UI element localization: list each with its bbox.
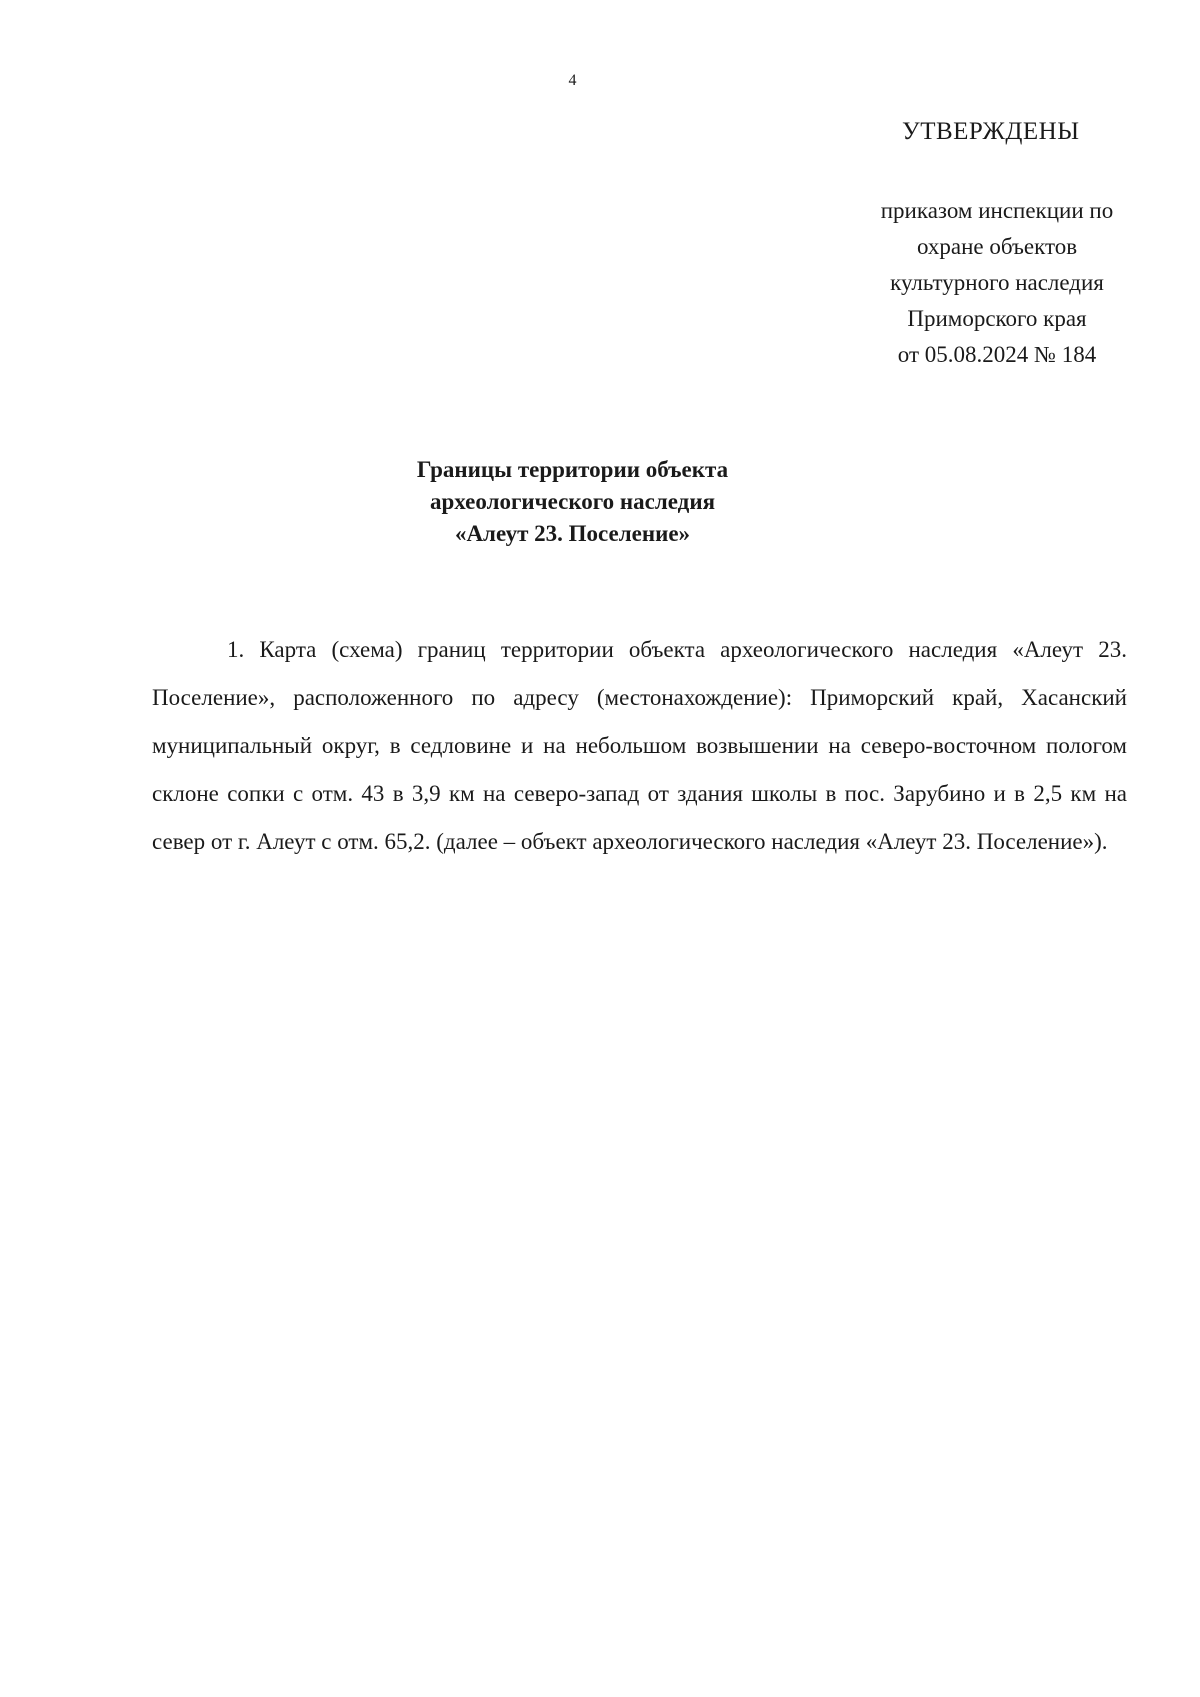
document-title — [0, 454, 1145, 550]
approval-line: охране объектов — [916, 234, 1078, 259]
title-line: Границы территории объекта — [416, 457, 729, 482]
approval-details — [832, 193, 1162, 373]
approval-heading: УТВЕРЖДЕНЫ — [902, 118, 1080, 145]
approval-line: Приморского края — [907, 306, 1087, 331]
body-paragraph-1: 1. Карта (схема) границ территории объекта археологического наследия «Алеут 23. Поселение», расположенного по адресу (местонахождение): Приморский край, Хасанский муниципальный округ, в седловине и на небольшом возвышении на северо-восточном пологом склоне сопки с отм. 43 в 3,9 км на северо-запад от здания школы в пос. Зарубино и в 2,5 км на север от г. Алеут с отм. 65,2. (далее – объект археологического наследия «Алеут 23. Поселение»). — [152, 637, 1127, 854]
approval-line: культурного наследия — [890, 270, 1104, 295]
approval-order-number: от 05.08.2024 № 184 — [897, 342, 1097, 367]
title-line: археологического наследия — [429, 489, 716, 514]
approval-line: приказом инспекции по — [880, 198, 1114, 223]
page-number: 4 — [568, 72, 577, 89]
title-line: «Алеут 23. Поселение» — [454, 521, 691, 546]
